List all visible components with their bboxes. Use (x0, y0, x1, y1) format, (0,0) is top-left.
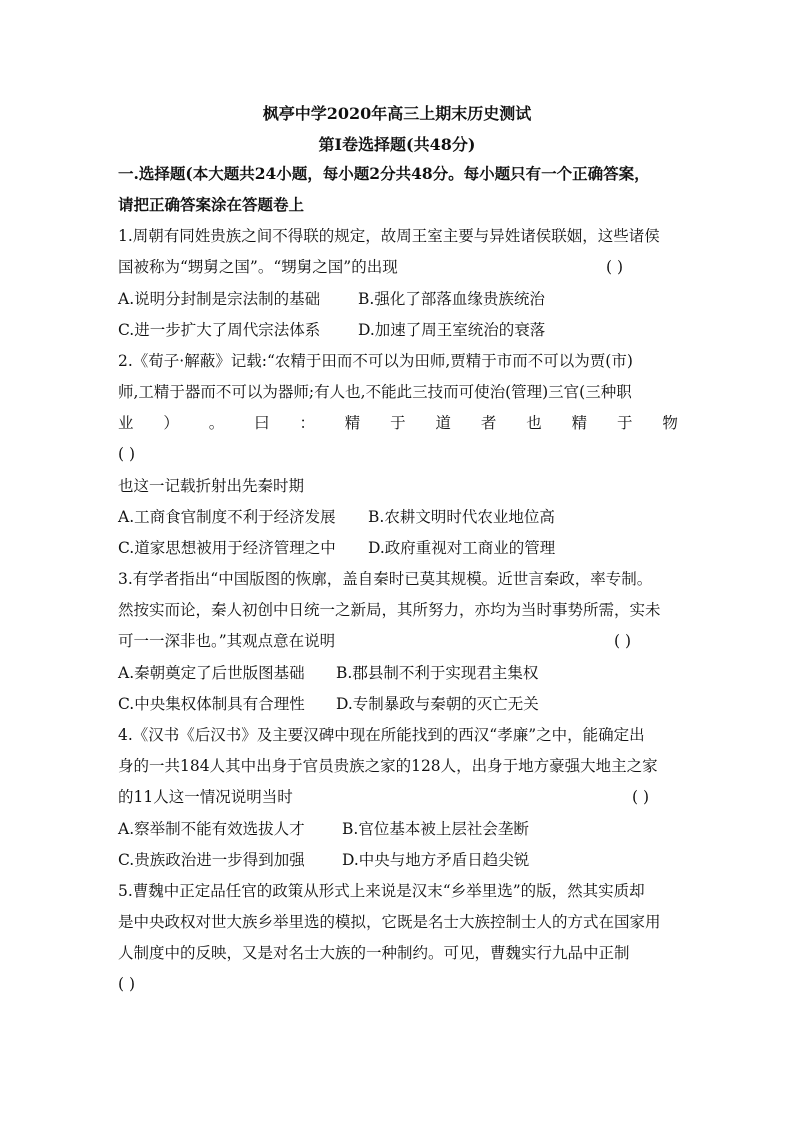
section-subtitle: 第Ⅰ卷选择题(共48分) (318, 135, 476, 154)
q2-char: 者 (480, 414, 497, 432)
exam-title: 枫亭中学2020年高三上期末历史测试 (262, 104, 532, 123)
q4-option-c: C.贵族政治进一步得到加强 (118, 851, 305, 869)
q3-option-b: B.郡县制不利于实现君主集权 (336, 664, 539, 682)
q2-char: 精 (344, 414, 361, 432)
q2-option-c: C.道家思想被用于经济管理之中 (118, 539, 336, 557)
q1-stem-line-2: 国被称为“甥舅之国”。“甥舅之国”的出现 (118, 258, 398, 276)
q2-answer-blank: ( ) (118, 445, 136, 463)
q2-stem-line-1: 2.《荀子·解蔽》记载:“农精于田而不可以为田师,贾精于市而不可以为贾(市) (118, 352, 633, 370)
q3-stem-line-3: 可一一深非也。”其观点意在说明 (118, 632, 336, 650)
q4-stem-line-2: 身的一共184人其中出身于官员贵族之家的128人，出身于地方豪强大地主之家 (118, 757, 658, 775)
q2-char: 也 (526, 414, 542, 432)
q2-char: ） (163, 414, 179, 432)
q1-options-row-1 (118, 288, 678, 310)
q1-option-b: B.强化了部落血缘贵族统治 (358, 290, 545, 308)
q5-stem-line-2: 是中央政权对世大族乡举里选的模拟，它既是名士大族控制士人的方式在国家用 (118, 913, 661, 931)
q2-option-d: D.政府重视对工商业的管理 (368, 539, 556, 557)
q2-stem-line-5: 也这一记载折射出先秦时期 (118, 477, 305, 495)
q2-char: 业 (118, 414, 134, 432)
q1-option-a: A.说明分封制是宗法制的基础 (118, 290, 321, 308)
q1-option-d: D.加速了周王室统治的衰落 (358, 321, 546, 339)
instructions-line-2: 请把正确答案涂在答题卷上 (118, 195, 305, 214)
instructions-line-1: 一.选择题(本大题共24小题，每小题2分共48分。每小题只有一个正确答案， (118, 164, 650, 183)
q2-option-a: A.工商食官制度不利于经济发展 (118, 508, 336, 526)
q3-option-d: D.专制暴政与秦朝的灭亡无关 (336, 695, 539, 713)
q5-answer-blank: ( ) (118, 975, 136, 993)
q2-char: 于 (390, 414, 406, 432)
q2-char: ： (299, 414, 315, 432)
q4-answer-blank: ( ) (632, 788, 650, 806)
q4-options-row-2 (118, 849, 678, 871)
q5-stem-line-3: 人制度中的反映，又是对名士大族的一种制约。可见，曹魏实行九品中正制 (118, 944, 630, 962)
q2-stem-line-3 (118, 412, 678, 434)
q2-char: 曰 (254, 414, 270, 432)
q5-stem-line-1: 5.曹魏中正定品任官的政策从形式上来说是汉末“乡举里选”的版，然其实质却 (118, 882, 645, 900)
q1-stem-line-1: 1.周朝有同姓贵族之间不得联的规定，故周王室主要与异姓诸侯联姻，这些诸侯 (118, 227, 660, 245)
q3-stem-line-1: 3.有学者指出“中国版图的恢廓，盖自秦时已莫其规模。近世言秦政，率专制。 (118, 570, 653, 588)
q3-options-row-2 (118, 693, 678, 715)
q1-option-c: C.进一步扩大了周代宗法体系 (118, 321, 321, 339)
q2-char: 于 (616, 414, 633, 432)
q2-option-b: B.农耕文明时代农业地位高 (368, 508, 555, 526)
q2-char: 精 (571, 414, 588, 432)
q1-options-row-2 (118, 319, 678, 341)
q4-option-b: B.官位基本被上层社会垄断 (342, 820, 529, 838)
q2-stem-line-2: 师,工精于器而不可以为器师;有人也,不能此三技而可使治(管理)三官(三种职 (118, 383, 632, 401)
q3-options-row-1 (118, 662, 678, 684)
q4-stem-line-1: 4.《汉书《后汉书》及主要汉碑中现在所能找到的西汉“孝廉”之中，能确定出 (118, 726, 645, 744)
q2-char: 。 (208, 414, 225, 432)
q2-char: 物 (662, 414, 678, 432)
q1-answer-blank: ( ) (606, 258, 624, 276)
q4-option-a: A.察举制不能有效选拔人才 (118, 820, 305, 838)
q4-option-d: D.中央与地方矛盾日趋尖锐 (342, 851, 530, 869)
q4-options-row-1 (118, 818, 678, 840)
q3-option-a: A.秦朝奠定了后世版图基础 (118, 664, 305, 682)
q3-option-c: C.中央集权体制具有合理性 (118, 695, 305, 713)
q3-answer-blank: ( ) (614, 632, 632, 650)
q3-stem-line-2: 然按实而论，秦人初创中日统一之新局，其所努力，亦均为当时事势所需，实未 (118, 601, 661, 619)
q2-char: 道 (435, 414, 452, 432)
q4-stem-line-3: 的11人这一情况说明当时 (118, 788, 293, 806)
q2-options-row-2 (118, 537, 678, 559)
q2-options-row-1 (118, 506, 678, 528)
